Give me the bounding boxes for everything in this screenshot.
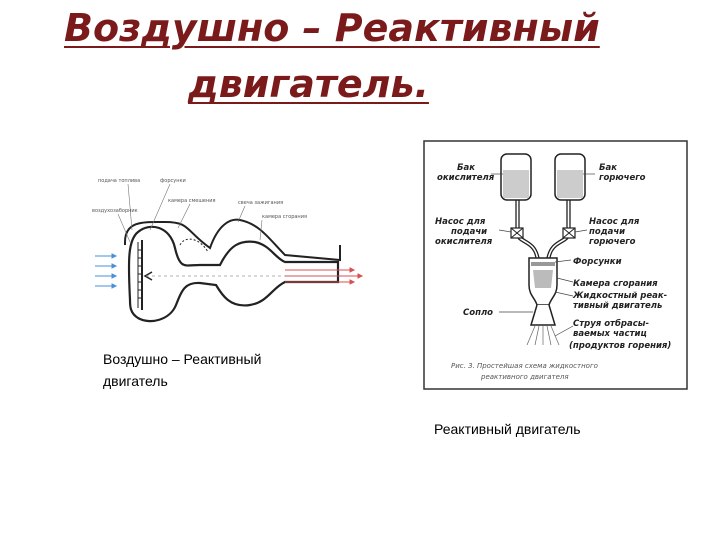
label-engine-1: Жидкостный реак- [573,291,668,301]
right-figure-caption: Реактивный двигатель [434,421,581,437]
slide-title-line1: Воздушно – Реактивный [64,6,600,50]
label-injectors: форсунки [160,178,186,184]
liquid-rocket-engine-diagram [423,140,688,390]
label-tank-fuel-1: Бак [599,163,617,173]
label-mixing-chamber: камера смешения [168,198,216,204]
label-engine-2: тивный двигатель [573,301,663,311]
left-caption-line1: Воздушно – Реактивный [103,351,262,367]
oxidizer-tank [501,154,531,200]
air-jet-engine-diagram [90,170,365,330]
label-jet-1: Струя отбрасы- [573,319,649,329]
label-pump-oxidizer-3: окислителя [435,237,493,247]
label-injectors: Форсунки [573,257,622,267]
label-jet-3: (продуктов горения) [569,341,672,351]
inflow-arrows [95,254,116,288]
slide-title-line2: двигатель. [188,62,429,106]
label-combustion-chamber: Камера сгорания [573,279,658,289]
label-tank-oxidizer-1: Бак [457,163,475,173]
label-jet-2: ваемых частиц [573,329,647,339]
figure-caption-line2: реактивного двигателя [481,373,569,381]
label-pump-fuel-2: подачи [589,227,626,237]
figure-caption-line1: Рис. 3. Простейшая схема жидкостного [451,362,598,370]
label-pump-oxidizer-1: Насос для [435,217,486,227]
label-pump-oxidizer-2: подачи [451,227,488,237]
label-fuel-supply: подача топлива [98,178,141,184]
engine-outline-top [125,220,340,260]
label-tank-fuel-2: горючего [599,173,646,183]
label-pump-fuel-3: горючего [589,237,636,247]
label-air-intake: воздухозаборник [92,208,138,214]
engine-outline-main [129,227,338,321]
pump-oxidizer [511,228,523,238]
left-caption-line2: двигатель [103,373,168,389]
label-spark-plug: свеча зажигания [238,200,284,206]
left-figure-caption [103,348,323,392]
label-combustion-chamber: камера сгорания [262,214,307,220]
fuel-tank [555,154,585,200]
label-pump-fuel-1: Насос для [589,217,640,227]
pump-fuel [563,228,575,238]
outflow-arrows [285,268,362,284]
label-nozzle: Сопло [463,308,494,318]
label-tank-oxidizer-2: окислителя [437,173,495,183]
